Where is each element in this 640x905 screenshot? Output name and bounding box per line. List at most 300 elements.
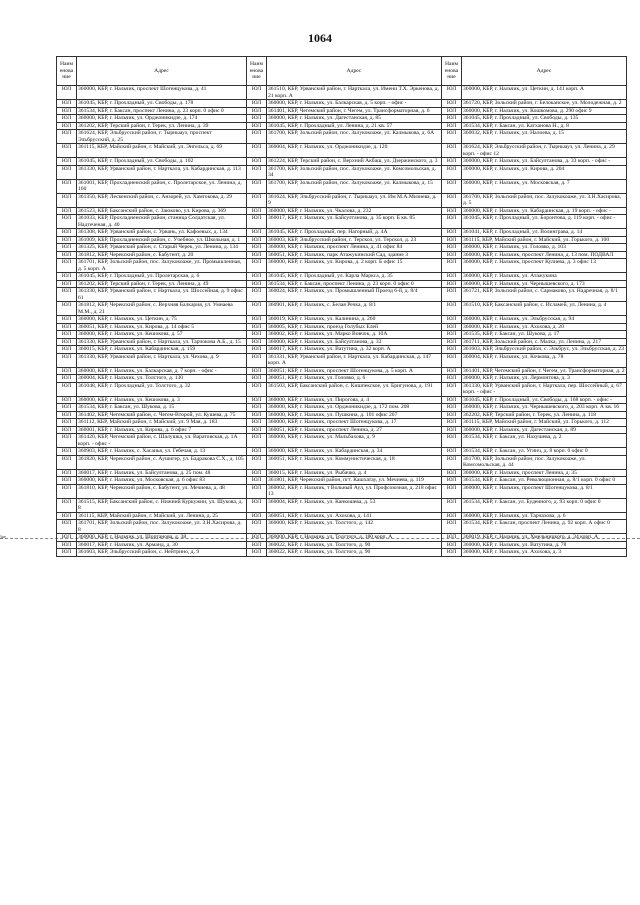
entity-type-cell: ЮЛ	[247, 404, 267, 412]
table-row	[57, 122, 627, 130]
entity-type-cell: ЮЛ	[57, 179, 77, 193]
table-row	[57, 280, 627, 288]
address-cell: 360000, КБР, г. Нальчик, ул. Балкарская, д. 5 корп. - офис -	[267, 100, 442, 108]
address-cell: 361045, КБР, г. Прохладный, ул. Боронтова, д. 119 корп. - офис -	[462, 215, 627, 229]
table-row	[57, 259, 627, 273]
address-cell: 361534, КБР, г. Баксан, проспект Ленина, д. 92 корп. А офис 0	[462, 520, 627, 534]
entity-type-cell: ЮЛ	[442, 259, 462, 273]
address-cell: 360022, КБР, г. Нальчик, ул. Толстого, д. 90	[267, 541, 442, 549]
entity-type-cell: ЮЛ	[57, 331, 77, 339]
address-cell: 360000, КБР, г. Нальчик, ул. Кирова, д. 204	[462, 165, 627, 179]
entity-type-cell: ЮЛ	[247, 375, 267, 383]
table-row	[57, 207, 627, 215]
entity-type-cell: ЮЛ	[247, 338, 267, 346]
entity-type-cell: ЮЛ	[57, 404, 77, 412]
entity-type-cell: ЮЛ	[247, 331, 267, 339]
entity-type-cell: ЮЛ	[57, 86, 77, 100]
address-cell: 361009, КБР, Прохладненский район, с. Учебное, ул. Школьная, д. 1	[77, 236, 247, 244]
entity-type-cell: ЮЛ	[247, 100, 267, 108]
address-cell: 361045, КБР, г. Прохладный, ул. Свободы, д. 135	[462, 115, 627, 123]
table-body	[57, 86, 627, 557]
table-row	[57, 236, 627, 244]
address-cell: 361331, КБР, Урванский район, г. Нарткала, ул. Кабардинская, д. 147 корп. А	[267, 353, 442, 367]
entity-type-cell: ЮЛ	[57, 448, 77, 456]
entity-type-cell: ЮЛ	[442, 280, 462, 288]
table-row	[57, 165, 627, 179]
entity-type-cell: ЮЛ	[57, 396, 77, 404]
address-cell: 360051, КБР, г. Нальчик, парк Атажукинский Сад, здание 3	[267, 251, 442, 259]
address-cell: 361535, КБР, г. Баксан, ул. Шукова, д. 17	[462, 331, 627, 339]
address-cell: 361330, КБР, Урванский район, г. Нарткала, ул. Кабардинская, д. 113	[77, 165, 247, 179]
entity-type-cell: ЮЛ	[247, 411, 267, 419]
entity-type-cell: ЮЛ	[247, 122, 267, 130]
address-cell: 360000, КБР, г. Нальчик, ул. Ахохова, д. 20	[462, 323, 627, 331]
address-cell: 361700, КБР, Зольский район, пос. Залукокоаже, ул. Калмыкова, д. 15	[267, 179, 442, 193]
address-cell: 360015, КБР, г. Нальчик, ул. Кабардинская, д. 159	[77, 346, 247, 354]
col-header-name: Наим енова ние	[57, 57, 77, 86]
entity-type-cell: ЮЛ	[442, 541, 462, 549]
entity-type-cell: ЮЛ	[57, 229, 77, 237]
entity-type-cell: ЮЛ	[442, 115, 462, 123]
address-cell: 361603, КБР, Эльбрусский район, с. Нейтрино, д. 9	[77, 549, 247, 557]
entity-type-cell: ЮЛ	[247, 244, 267, 252]
entity-type-cell: ЮЛ	[57, 353, 77, 367]
table-row	[57, 86, 627, 100]
entity-type-cell: ЮЛ	[57, 484, 77, 498]
address-cell: 361330, КБР, Урванский район, г. Нарткала, ул. Чехова, д. 9	[77, 353, 247, 367]
entity-type-cell: ЮЛ	[442, 122, 462, 130]
entity-type-cell: ЮЛ	[442, 288, 462, 302]
entity-type-cell: ЮЛ	[57, 251, 77, 259]
address-cell: 360000, КБР, г. Нальчик, ул. Чернышевского, д. 173	[462, 280, 627, 288]
address-cell: 360051, КБР, г. Нальчик, ул. Головко, д. 6	[267, 375, 442, 383]
address-cell: 360000, КБР, г. Нальчик, ул. Кошкомова, д. 290 офис 9	[462, 107, 627, 115]
page-number: 1064	[308, 31, 332, 45]
table-row	[57, 193, 627, 207]
address-cell: 361534, КБР, г. Баксан, ул. Шукова, д. 15	[77, 404, 247, 412]
entity-type-cell: ЮЛ	[247, 236, 267, 244]
entity-type-cell: ЮЛ	[442, 251, 462, 259]
entity-type-cell: ЮЛ	[247, 477, 267, 485]
entity-type-cell: ЮЛ	[442, 534, 462, 542]
address-cell: 360000, КБР, г. Нальчик, ул. Лермонтова, д. 3	[462, 375, 627, 383]
entity-type-cell: ЮЛ	[247, 115, 267, 123]
entity-type-cell: ЮЛ	[247, 419, 267, 427]
address-cell: 361510, КБР, Урванский район, г. Нарткала, ул. Имени Т.Х. Эркенова, д. 21 корп. А	[267, 86, 442, 100]
address-cell: 360017, КБР, г. Нальчик, ул. Арманд, д. 30	[77, 541, 247, 549]
table-row	[57, 100, 627, 108]
table-row	[57, 244, 627, 252]
address-cell: 361112, КБР, Майский район, г. Майский, ул. 9 Мая, д. 183	[77, 419, 247, 427]
address-cell: 360051, КБР, г. Нальчик, ул. Коммунистическая, д. 18	[267, 455, 442, 469]
entity-type-cell: ЮЛ	[247, 469, 267, 477]
entity-type-cell: ЮЛ	[442, 455, 462, 469]
entity-type-cell: ЮЛ	[442, 165, 462, 179]
address-cell: 361624, КБР, Эльбрусский район, г. Тырныауз, ул. Ленина, д. 29 корп. - офис 12	[462, 144, 627, 158]
entity-type-cell: ЮЛ	[442, 512, 462, 520]
entity-type-cell: ЮЛ	[247, 288, 267, 302]
col-header-address: Адрес	[267, 57, 442, 86]
address-cell: 360051, КБР, г. Нальчик, ул. Кирова, д. 14 офис 5	[77, 323, 247, 331]
table-row	[57, 331, 627, 339]
entity-type-cell: ЮЛ	[442, 404, 462, 412]
table-row	[57, 229, 627, 237]
table-row	[57, 498, 627, 512]
table-row	[57, 534, 627, 542]
entity-type-cell: ЮЛ	[57, 259, 77, 273]
table-row	[57, 144, 627, 158]
address-cell: 361350, КБР, Лескенский район, с. Анзорей, ул. Хамгокова, д. 29	[77, 193, 247, 207]
table-row	[57, 455, 627, 469]
entity-type-cell: ЮЛ	[442, 158, 462, 166]
address-cell: 360051, КБР, г. Нальчик, ул. Ахохова, д. 141	[267, 512, 442, 520]
address-cell: 360051, КБР, г. Нальчик, проспект Шогенцукова, д. 5 корп. А	[267, 367, 442, 375]
entity-type-cell: ЮЛ	[247, 215, 267, 229]
table-row	[57, 448, 627, 456]
address-cell: 361041, КБР, г. Прохладный, ул. Волинграва, д. 14	[462, 229, 627, 237]
entity-type-cell: ЮЛ	[247, 280, 267, 288]
address-cell: 361325, КБР, Урванский район, с. Старый Черек, ул. Ленина, д. 134	[77, 244, 247, 252]
address-cell: 361812, КБР, Черекский район, с. Верхняя Балкария, ул. Умнаева М.М., д. 21	[77, 302, 247, 316]
entity-type-cell: ЮЛ	[247, 520, 267, 534]
table-row	[57, 346, 627, 354]
entity-type-cell: ЮЛ	[442, 498, 462, 512]
table-row	[57, 382, 627, 396]
entity-type-cell: ЮЛ	[247, 144, 267, 158]
address-cell: 360024, КБР, г. Нальчик, ул. Промышленный Проезд 6-й, д. 8/4	[267, 288, 442, 302]
address-cell: 360022, КБР, г. Нальчик, ул. Толстого, д. 90	[267, 549, 442, 557]
entity-type-cell: ЮЛ	[247, 179, 267, 193]
address-cell: 361033, КБР, Прохладненский район, станица Солдатская, ул. Надтеченая, д. 40	[77, 215, 247, 229]
entity-type-cell: ЮЛ	[57, 477, 77, 485]
entity-type-cell: ЮЛ	[57, 419, 77, 427]
address-cell: 360001, КБР, г. Нальчик, ул. Кирова, д. 6 офис 7	[77, 426, 247, 434]
address-cell: 361202, КБР, Терский район, г. Терек, ул. Ленина, д. 39	[77, 122, 247, 130]
address-cell: 360051, КБР, г. Нальчик, проспект Ленина, д. 27	[267, 426, 442, 434]
entity-type-cell: ЮЛ	[442, 382, 462, 396]
entity-type-cell: ЮЛ	[247, 396, 267, 404]
entity-type-cell: ЮЛ	[57, 382, 77, 396]
address-cell: 360000, КБР, г. Нальчик, ул. Пушкина, д. 101 офис 207	[267, 411, 442, 419]
address-cell: 360000, КБР, г. Нальчик, проспект Ленина, д. 41 офис 84	[267, 244, 442, 252]
address-cell: 361503, КБР, Баксанский район, с. Кишпекское, ул. Бригунова, д. 191	[267, 382, 442, 396]
address-cell: 360000, КБР, г. Нальчик, ул. Толстого, д. 142	[267, 520, 442, 534]
entity-type-cell: ЮЛ	[247, 193, 267, 207]
address-cell: 361115, КБР, Майский район, г. Майский, ул. Энгельса, д. 69	[77, 144, 247, 158]
address-cell: 360000, КБР, г. Нальчик, ул. Кабардинская, д. 19 корп. - офис -	[462, 207, 627, 215]
table-row	[57, 411, 627, 419]
entity-type-cell: ЮЛ	[57, 375, 77, 383]
address-cell: 360000, КБР, г. Нальчик, проспект Шогенцукова, д. 41	[77, 86, 247, 100]
entity-type-cell: ЮЛ	[247, 251, 267, 259]
address-cell: 361700, КБР, Зольский район, пос. Залукокоаже, ул. З.Н.Хасирова, д. 5	[462, 193, 627, 207]
address-cell: 361720, КБР, Зольский район, г. Белоканское, ул. Молодежная, д. 2	[462, 100, 627, 108]
address-cell: 361534, КБР, г. Баксан, ул. Революционная, д. 8/1 корп. 0 офис 0	[462, 477, 627, 485]
entity-type-cell: ЮЛ	[247, 541, 267, 549]
entity-type-cell: ЮЛ	[442, 144, 462, 158]
address-cell: 361624, КБР, Эльбрусский район, г. Тырныауз, ул. Им М.А.Мизиева, д. 9	[267, 193, 442, 207]
address-cell: 360017, КБР, г. Нальчик, ул. Байсултанова, д. 35 корп. Б кв. 85	[267, 215, 442, 229]
address-cell: 361510, КБР, Баксанский район, с. Исламей, ул. Ленина, д. 4	[462, 302, 627, 316]
address-cell: 361700, КБР, Зольский район, пос. Залукокоаже, ул. Комсомольская, д. 44	[462, 455, 627, 469]
entity-type-cell: ЮЛ	[442, 316, 462, 324]
entity-type-cell: ЮЛ	[247, 367, 267, 375]
address-cell: 361330, КБР, Урванский район, г. Нарткала, ул. Шоссейная, д. 9 офис 61	[77, 288, 247, 302]
address-cell: 361603, КБР, Эльбрусский район, с. Эльбрус, ул. Эльбрусская, д. 23	[462, 346, 627, 354]
entity-type-cell: ЮЛ	[442, 215, 462, 229]
table-row	[57, 115, 627, 123]
address-cell: 360019, КБР, г. Нальчик, ул. Хмельницкого, д. 34 корп. А	[462, 534, 627, 542]
address-cell: 360000, КБР, г. Нальчик, ул. Дагестанская, д. 89	[462, 426, 627, 434]
address-cell: 360017, КБР, г. Нальчик, ул. Байсултанова, д. 25 пом. 48	[77, 469, 247, 477]
table-row	[57, 367, 627, 375]
address-cell: 360000, КБР, г. Нальчик, ул. Мальбахова, д. 9	[267, 434, 442, 448]
entity-type-cell: ЮЛ	[57, 144, 77, 158]
entity-type-cell: ЮЛ	[247, 229, 267, 237]
entity-type-cell: ЮЛ	[247, 549, 267, 557]
entity-type-cell: ЮЛ	[57, 434, 77, 448]
address-cell: 361534, КБР, г. Баксан, ул. Катханова Н., д. 8	[462, 122, 627, 130]
address-cell: 361534, КБР, г. Баксан, проспект Ленина, д. 23 корп. 0 офис 0	[267, 280, 442, 288]
entity-type-cell: ЮЛ	[57, 367, 77, 375]
entity-type-cell: ЮЛ	[442, 179, 462, 193]
address-cell: 360901, КБР, г. Нальчик, с. Белая Речка, д. 8/1	[267, 302, 442, 316]
col-header-address: Адрес	[77, 57, 247, 86]
table-header-row	[57, 57, 627, 86]
entity-type-cell: ЮЛ	[442, 302, 462, 316]
address-cell: 361801, КБР, Черекский район, пгт. Кашхатау, ул. Мечиева, д. 119	[267, 477, 442, 485]
address-cell: 361045, КБР, г. Прохладный, ул. Карла Маркса, д. 35	[267, 273, 442, 281]
address-cell: 361820, КБР, Черекский район, с. Аушигер, ул. Бадракова С.Х., д. 105	[77, 455, 247, 469]
entity-type-cell: ЮЛ	[442, 426, 462, 434]
table-row	[57, 353, 627, 367]
address-cell: 360903, КБР, г. Нальчик, с. Хасанья, ул. Гебечая, д. 13	[77, 448, 247, 456]
address-cell: 361202, КБР, Терский район, г. Терек, ул. Ленина, д. 49	[77, 280, 247, 288]
address-cell: 361115, КБР, Майский район, г. Майский, ул. Горького, д. 100	[462, 236, 627, 244]
entity-type-cell: ЮЛ	[442, 323, 462, 331]
address-cell: 360000, КБР, г. Нальчик, ул. Чкалова, д. 232	[267, 207, 442, 215]
address-cell: 360000, КБР, г. Нальчик, проспект Шогенцукова, д. 17	[267, 419, 442, 427]
table-row	[57, 419, 627, 427]
entity-type-cell: ЮЛ	[442, 396, 462, 404]
address-cell: 361045, КБР, г. Прохладный, ул. Свободы, д. 168 корп. - офис -	[462, 396, 627, 404]
address-cell: 361624, КБР, Эльбрусский район, г. Тырныауз, проспект Эльбрусский, д. 25	[77, 130, 247, 144]
entity-type-cell: ЮЛ	[247, 512, 267, 520]
address-cell: 360015, КБР, г. Нальчик, ул. Рыбачко, д. 4	[267, 469, 442, 477]
table-row	[57, 338, 627, 346]
entity-type-cell: ЮЛ	[57, 426, 77, 434]
table-row	[57, 549, 627, 557]
entity-type-cell: ЮЛ	[57, 122, 77, 130]
entity-type-cell: ЮЛ	[57, 236, 77, 244]
address-cell: 360000, КБР, г. Нальчик, ул. Головко, д. 103	[462, 244, 627, 252]
address-cell: 360000, КБР, г. Нальчик, ул. Цеткин, д. 75	[77, 316, 247, 324]
address-cell: 360002, КБР, г. Нальчик, т Вольный Аул, ул. Профсоюзная, д. 218 офис 13	[267, 484, 442, 498]
address-cell: 360000, КБР, г. Нальчик, проспект Ленина, д. 35	[462, 469, 627, 477]
table-row	[57, 469, 627, 477]
address-cell: 361045, КБР, г. Прохладный, ул. Свободы, д. 178	[77, 100, 247, 108]
address-cell: 361810, КБР, Черекский район, с. Бабугент, ул. Мечиева, д. 48	[77, 484, 247, 498]
address-cell: 361330, КБР, Урванский район, г. Нарткала, пер. Шоссейный, д. 67 корп. - офис -	[462, 382, 627, 396]
entity-type-cell: ЮЛ	[57, 165, 77, 179]
address-cell: 360000, КБР, г. Нальчик, ул. Кешокова, д. 3	[77, 396, 247, 404]
address-cell: 361048, КБР, г. Прохладный, ул. Толстого, д. 32	[77, 382, 247, 396]
entity-type-cell: ЮЛ	[442, 346, 462, 354]
address-cell: 361534, КБР, г. Баксан, проспект Ленина, д. 23 корп. 0 офис 0	[77, 107, 247, 115]
entity-type-cell: ЮЛ	[247, 382, 267, 396]
address-cell: 362202, КБР, Терский район, г. Терек, ул. Ленина, д. 118	[462, 411, 627, 419]
address-cell: 361711, КБР, Зольский район, с. Малка, ул. Ленина, д. 217	[462, 338, 627, 346]
entity-type-cell: ЮЛ	[57, 115, 77, 123]
entity-type-cell: ЮЛ	[57, 107, 77, 115]
address-cell: 360000, КБР, г. Нальчик, проспект Кулиева, д. 3 офис 13	[462, 259, 627, 273]
entity-type-cell: ЮЛ	[442, 411, 462, 419]
address-cell: 361401, КБР, Чегемский район, г. Чегем, ул. Трансформаторная, д. 6	[267, 107, 442, 115]
entity-type-cell: ЮЛ	[57, 346, 77, 354]
entity-type-cell: ЮЛ	[57, 207, 77, 215]
entity-type-cell: ЮЛ	[57, 280, 77, 288]
entity-type-cell: ЮЛ	[247, 259, 267, 273]
entity-type-cell: ЮЛ	[247, 273, 267, 281]
table-row	[57, 520, 627, 534]
address-cell: 360000, КБР, г. Нальчик, ул. Атажукина	[462, 273, 627, 281]
entity-type-cell: ЮЛ	[57, 338, 77, 346]
entity-type-cell: ЮЛ	[442, 419, 462, 427]
address-cell: 361701, КБР, Зольский район, пос. Залукокоаже, ул. З.Н.Хасирова, д. 8	[77, 520, 247, 534]
entity-type-cell: ЮЛ	[57, 215, 77, 229]
address-cell: 361700, КБР, Зольский район, пос. Залукокоаже, ул. Комсомольская, д. 34	[267, 165, 442, 179]
table-row	[57, 130, 627, 144]
entity-type-cell: ЮЛ	[247, 448, 267, 456]
entity-type-cell: ЮЛ	[57, 411, 77, 419]
entity-type-cell: ЮЛ	[57, 100, 77, 108]
address-cell: 360000, КБР, г. Нальчик, ул. Тарчахова, д. 6	[462, 512, 627, 520]
address-cell: 360019, КБР, г. Нальчик, ул. Калинина, д. 260	[267, 316, 442, 324]
col-header-name: Наим енова ние	[247, 57, 267, 86]
address-cell: 360000, КБР, г. Нальчик, ул. Ахохова, д. 3	[462, 549, 627, 557]
col-header-name: Наим енова ние	[442, 57, 462, 86]
entity-type-cell: ЮЛ	[57, 130, 77, 144]
entity-type-cell: ЮЛ	[247, 302, 267, 316]
entity-type-cell: ЮЛ	[247, 158, 267, 166]
address-cell: 360032, КБР, г. Нальчик, ул. Налоева, д. 15	[462, 130, 627, 144]
entity-type-cell: ЮЛ	[247, 353, 267, 367]
entity-type-cell: ЮЛ	[57, 273, 77, 281]
address-cell: 360000, КБР, г. Нальчик, ул. Кабардинская, д. 34	[267, 448, 442, 456]
address-cell: 361534, КБР, г. Баксан, ул. Угнич, д. 8 корп. 0 офис 0	[462, 448, 627, 456]
address-cell: 360000, КБР, г. Нальчик, ул. Орджоникидзе, д. 172 пом. 208	[267, 404, 442, 412]
scissors-icon: ✂	[0, 533, 7, 542]
entity-type-cell: ЮЛ	[57, 498, 77, 512]
entity-type-cell: ЮЛ	[442, 130, 462, 144]
address-cell: 360000, КБР, г. Нальчик, ул. Ватутина, д. 78	[462, 541, 627, 549]
address-cell: 360000, КБР, г. Нальчик, ул. Дагестанская, д. 85	[267, 115, 442, 123]
table-row	[57, 375, 627, 383]
col-header-address: Адрес	[462, 57, 627, 86]
entity-type-cell: ЮЛ	[442, 434, 462, 448]
address-cell: 360002, КБР, г. Нальчик, ул. Марко Вовчок, д. 10А	[267, 331, 442, 339]
address-cell: 361700, КБР, Зольский район, пос. Залукокоаже, ул. Калмыкова, д. 6А	[267, 130, 442, 144]
address-cell: 361420, КБР, Чегемский район, с. Шалушка, ул. Варатовская, д. 1А корп. - офис -	[77, 434, 247, 448]
table-row	[57, 288, 627, 302]
address-cell: 361534, КБР, г. Баксан, ул. Нахушева, д. 2	[462, 434, 627, 448]
address-cell: 361523, КБР, Баксанский район, с. Заюково, ул. Кирова, д. 369	[77, 207, 247, 215]
entity-type-cell: ЮЛ	[442, 338, 462, 346]
address-cell: 360000, КБР, г. Нальчик, ул. Кирова, д. 2 корп. Б офис 15	[267, 259, 442, 273]
entity-type-cell: ЮЛ	[442, 107, 462, 115]
entity-type-cell: ЮЛ	[57, 316, 77, 324]
table-row	[57, 434, 627, 448]
address-cell: 360000, КБР, г. Нальчик, ул. Балкарская, д. 7 корп. - офис -	[77, 367, 247, 375]
entity-type-cell: ЮЛ	[442, 367, 462, 375]
entity-type-cell: ЮЛ	[57, 549, 77, 557]
entity-type-cell: ЮЛ	[247, 455, 267, 469]
table-row	[57, 302, 627, 316]
address-cell: 361721, КБР, Зольский район, с. Сармаково, ул. Надречная, д. 8/1	[462, 288, 627, 302]
address-cell: 360004, КБР, г. Нальчик, ул. Кочкова, д. 78	[462, 353, 627, 367]
address-cell: 360000, КБР, г. Нальчик, ул. Чернышевского, д. 203 корп. А кв. 16	[462, 404, 627, 412]
table-row	[57, 477, 627, 485]
address-cell: 361115, КБР, Майский район, г. Майский, ул. Горького, д. 112	[462, 419, 627, 427]
address-cell: 360000, КБР, г. Нальчик, ул. Кешокова, д. 57	[77, 331, 247, 339]
entity-type-cell: ЮЛ	[57, 302, 77, 316]
address-cell: 361045, КБР, г. Прохладный, ул. Ленина, д. 21 кв. 57	[267, 122, 442, 130]
entity-type-cell: ЮЛ	[442, 193, 462, 207]
table-row	[57, 316, 627, 324]
table-row	[57, 179, 627, 193]
address-cell: 360000, КБР, г. Нальчик, ул. Московская, д. 7	[462, 179, 627, 193]
entity-type-cell: ЮЛ	[442, 229, 462, 237]
address-cell: 360000, КБР, г. Нальчик, ул. Толстого, д. 180 корп. А	[267, 534, 442, 542]
address-cell: 361224, КБР, Терский район, с. Верхний Акбаш, ул. Дзержинского, д. 3	[267, 158, 442, 166]
entity-type-cell: ЮЛ	[247, 130, 267, 144]
entity-type-cell: ЮЛ	[442, 469, 462, 477]
entity-type-cell: ЮЛ	[57, 512, 77, 520]
entity-type-cell: ЮЛ	[442, 484, 462, 498]
address-cell: 360000, КБР, г. Нальчик, ул. Орджоникидзе, д. 174	[77, 115, 247, 123]
entity-type-cell: ЮЛ	[57, 534, 77, 542]
entity-type-cell: ЮЛ	[442, 273, 462, 281]
entity-type-cell: ЮЛ	[247, 534, 267, 542]
address-cell: 360000, КБР, г. Нальчик, ул. Эльбрусская, д. 94	[462, 316, 627, 324]
registry-table	[56, 56, 627, 557]
entity-type-cell: ЮЛ	[57, 158, 77, 166]
address-cell: 361515, КБР, Баксанский район, с. Нижний Куркужин, ул. Шукова, д. 8	[77, 498, 247, 512]
entity-type-cell: ЮЛ	[57, 193, 77, 207]
address-cell: 360017, КБР, г. Нальчик, ул. Ватутина, д. 32 корп. А	[267, 346, 442, 354]
address-cell: 360000, КБР, г. Нальчик, ул. Пирогова, д. 4	[267, 396, 442, 404]
table-row	[57, 158, 627, 166]
address-cell: 360005, КБР, г. Нальчик, проезд Голубых Елей	[267, 323, 442, 331]
address-cell: 361401, КБР, Чегемский район, г. Чегем, ул. Трансформаторная, д. 2	[463, 367, 625, 374]
address-cell: 361001, КБР, Прохладненский район, с. Пролетарское, ул. Ленина, д. 160	[77, 179, 247, 193]
entity-type-cell: ЮЛ	[442, 448, 462, 456]
entity-type-cell: ЮЛ	[247, 165, 267, 179]
table-row	[57, 541, 627, 549]
address-cell: 361045, КБР, г. Прохладный, ул. Пролетарская, д. 6	[77, 273, 247, 281]
address-cell: 360004, КБР, г. Нальчик, ул. Канкошева, д. 53	[267, 498, 442, 512]
entity-type-cell: ЮЛ	[442, 207, 462, 215]
entity-type-cell: ЮЛ	[57, 541, 77, 549]
entity-type-cell: ЮЛ	[442, 477, 462, 485]
address-cell: 360000, КБР, г. Нальчик, ул. Цеткин, д. 141 корп. А	[462, 86, 627, 100]
entity-type-cell: ЮЛ	[57, 469, 77, 477]
table-row	[57, 215, 627, 229]
entity-type-cell: ЮЛ	[57, 288, 77, 302]
address-cell: 361045, КБР, г. Прохладный, ул. Свободы, д. 102	[77, 158, 247, 166]
entity-type-cell: ЮЛ	[247, 434, 267, 448]
entity-type-cell: ЮЛ	[57, 520, 77, 534]
